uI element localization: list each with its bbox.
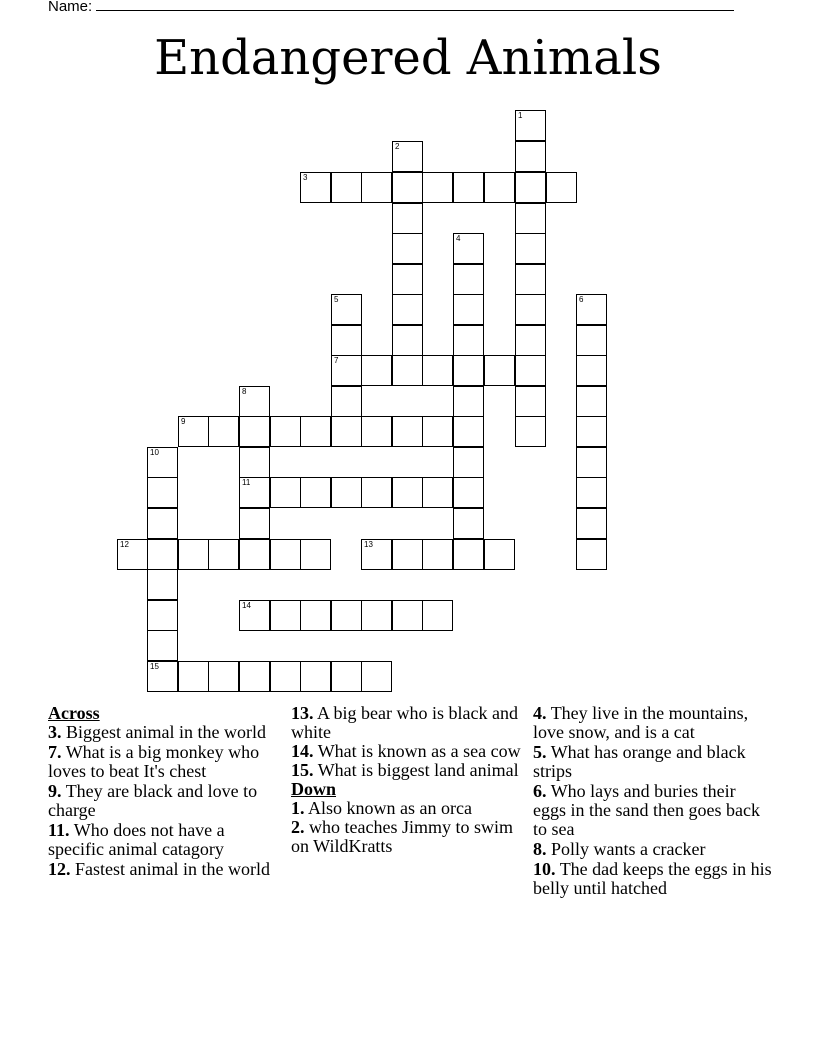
cell-number: 12 (120, 540, 129, 549)
grid-cell[interactable] (576, 355, 607, 386)
grid-cell[interactable] (422, 477, 453, 508)
grid-cell[interactable] (484, 172, 515, 203)
grid-cell[interactable] (453, 233, 484, 264)
grid-cell[interactable] (453, 355, 484, 386)
grid-cell[interactable] (453, 508, 484, 539)
grid-cell[interactable] (392, 355, 423, 386)
grid-cell[interactable] (331, 172, 362, 203)
grid-cell[interactable] (239, 539, 270, 570)
cell-number: 14 (242, 601, 251, 610)
cell-number: 1 (518, 111, 523, 120)
grid-cell[interactable] (392, 141, 423, 172)
grid-cell[interactable] (515, 294, 546, 325)
grid-cell[interactable] (515, 110, 546, 141)
grid-cell[interactable] (392, 600, 423, 631)
grid-cell[interactable] (576, 539, 607, 570)
clues-column-2 (291, 700, 523, 856)
grid-cell[interactable] (392, 264, 423, 295)
grid-cell[interactable] (392, 539, 423, 570)
grid-cell[interactable] (239, 386, 270, 417)
cell-number: 13 (364, 540, 373, 549)
cell-number: 7 (334, 356, 339, 365)
grid-cell[interactable] (392, 325, 423, 356)
grid-cell[interactable] (331, 477, 362, 508)
grid-cell[interactable] (361, 416, 392, 447)
grid-cell[interactable] (331, 355, 362, 386)
grid-cell[interactable] (515, 264, 546, 295)
grid-cell[interactable] (392, 294, 423, 325)
grid-cell[interactable] (239, 508, 270, 539)
grid-cell[interactable] (422, 355, 453, 386)
cell-number: 15 (150, 662, 159, 671)
clue-down-6: 6. Who lays and buries their eggs in the sand then goes back to sea (533, 781, 760, 839)
grid-cell[interactable] (422, 172, 453, 203)
grid-cell[interactable] (361, 355, 392, 386)
grid-cell[interactable] (392, 416, 423, 447)
grid-cell[interactable] (392, 203, 423, 234)
clue-down-10: 10. The dad keeps the eggs in his belly until hatched (533, 859, 772, 898)
grid-cell[interactable] (208, 539, 239, 570)
clue-across-3: 3. Biggest animal in the world (48, 722, 266, 742)
cell-number: 2 (395, 142, 400, 151)
grid-cell[interactable] (453, 416, 484, 447)
name-label: Name: (48, 0, 93, 15)
across-heading: Across (48, 703, 100, 723)
grid-cell[interactable] (515, 355, 546, 386)
clue-down-2: 2. who teaches Jimmy to swim on WildKratts (291, 817, 513, 856)
grid-cell[interactable] (331, 294, 362, 325)
grid-cell[interactable] (392, 172, 423, 203)
clue-across-13: 13. A big bear who is black and white (291, 703, 518, 742)
grid-cell[interactable] (147, 569, 178, 600)
grid-cell[interactable] (178, 416, 209, 447)
grid-cell[interactable] (300, 661, 331, 692)
grid-cell[interactable] (178, 539, 209, 570)
grid-cell[interactable] (453, 325, 484, 356)
grid-cell[interactable] (392, 477, 423, 508)
cell-number: 3 (303, 173, 308, 182)
cell-number: 10 (150, 448, 159, 457)
grid-cell[interactable] (147, 508, 178, 539)
clue-across-7: 7. What is a big monkey who loves to beat It's chest (48, 742, 260, 781)
grid-cell[interactable] (361, 539, 392, 570)
cell-number: 8 (242, 387, 247, 396)
grid-cell[interactable] (546, 172, 577, 203)
grid-cell[interactable] (515, 172, 546, 203)
clue-down-8: 8. Polly wants a cracker (533, 839, 706, 859)
grid-cell[interactable] (453, 539, 484, 570)
grid-cell[interactable] (361, 661, 392, 692)
clue-down-4: 4. They live in the mountains, love snow, and is a cat (533, 703, 749, 742)
grid-cell[interactable] (239, 477, 270, 508)
grid-cell[interactable] (300, 172, 331, 203)
grid-cell[interactable] (270, 477, 301, 508)
clue-down-1: 1. Also known as an orca (291, 798, 472, 818)
clues-column-3 (533, 700, 773, 899)
cell-number: 9 (181, 417, 186, 426)
grid-cell[interactable] (270, 539, 301, 570)
grid-cell[interactable] (453, 447, 484, 478)
puzzle-title: Endangered Animals (154, 30, 662, 86)
clue-across-14: 14. What is known as a sea cow (291, 741, 521, 761)
grid-cell[interactable] (147, 539, 178, 570)
clue-across-11: 11. Who does not have a specific animal catagory (48, 820, 225, 859)
grid-cell[interactable] (453, 386, 484, 417)
grid-cell[interactable] (576, 294, 607, 325)
down-heading: Down (291, 779, 337, 799)
grid-cell[interactable] (147, 630, 178, 661)
grid-cell[interactable] (331, 600, 362, 631)
cell-number: 11 (242, 478, 251, 487)
grid-cell[interactable] (515, 141, 546, 172)
grid-cell[interactable] (239, 600, 270, 631)
grid-cell[interactable] (422, 416, 453, 447)
grid-cell[interactable] (576, 447, 607, 478)
grid-cell[interactable] (576, 508, 607, 539)
grid-cell[interactable] (361, 600, 392, 631)
grid-cell[interactable] (515, 386, 546, 417)
grid-cell[interactable] (453, 294, 484, 325)
grid-cell[interactable] (239, 447, 270, 478)
grid-cell[interactable] (484, 539, 515, 570)
grid-cell[interactable] (300, 539, 331, 570)
grid-cell[interactable] (147, 477, 178, 508)
grid-cell[interactable] (361, 477, 392, 508)
grid-cell[interactable] (300, 477, 331, 508)
clue-across-9: 9. They are black and love to charge (48, 781, 258, 820)
grid-cell[interactable] (576, 325, 607, 356)
cell-number: 5 (334, 295, 339, 304)
grid-cell[interactable] (453, 477, 484, 508)
grid-cell[interactable] (331, 416, 362, 447)
grid-cell[interactable] (422, 539, 453, 570)
cell-number: 4 (456, 234, 461, 243)
grid-cell[interactable] (392, 233, 423, 264)
grid-cell[interactable] (453, 264, 484, 295)
cell-number: 6 (579, 295, 584, 304)
grid-cell[interactable] (300, 600, 331, 631)
grid-cell[interactable] (300, 416, 331, 447)
grid-cell[interactable] (270, 600, 301, 631)
grid-cell[interactable] (208, 661, 239, 692)
grid-cell[interactable] (453, 172, 484, 203)
grid-cell[interactable] (270, 661, 301, 692)
clues-column-1 (48, 700, 280, 880)
grid-cell[interactable] (576, 416, 607, 447)
grid-cell[interactable] (147, 447, 178, 478)
clue-across-12: 12. Fastest animal in the world (48, 859, 270, 879)
grid-cell[interactable] (515, 233, 546, 264)
grid-cell[interactable] (515, 416, 546, 447)
grid-cell[interactable] (515, 325, 546, 356)
grid-cell[interactable] (331, 386, 362, 417)
grid-cell[interactable] (239, 661, 270, 692)
grid-cell[interactable] (270, 416, 301, 447)
clue-across-15: 15. What is biggest land animal (291, 760, 519, 780)
grid-cell[interactable] (576, 386, 607, 417)
grid-cell[interactable] (331, 325, 362, 356)
grid-cell[interactable] (117, 539, 148, 570)
grid-cell[interactable] (147, 661, 178, 692)
grid-cell[interactable] (361, 172, 392, 203)
grid-cell[interactable] (484, 355, 515, 386)
grid-cell[interactable] (422, 600, 453, 631)
clue-down-5: 5. What has orange and black strips (533, 742, 746, 781)
grid-cell[interactable] (515, 203, 546, 234)
grid-cell[interactable] (178, 661, 209, 692)
grid-cell[interactable] (208, 416, 239, 447)
grid-cell[interactable] (576, 477, 607, 508)
grid-cell[interactable] (239, 416, 270, 447)
grid-cell[interactable] (147, 600, 178, 631)
grid-cell[interactable] (331, 661, 362, 692)
